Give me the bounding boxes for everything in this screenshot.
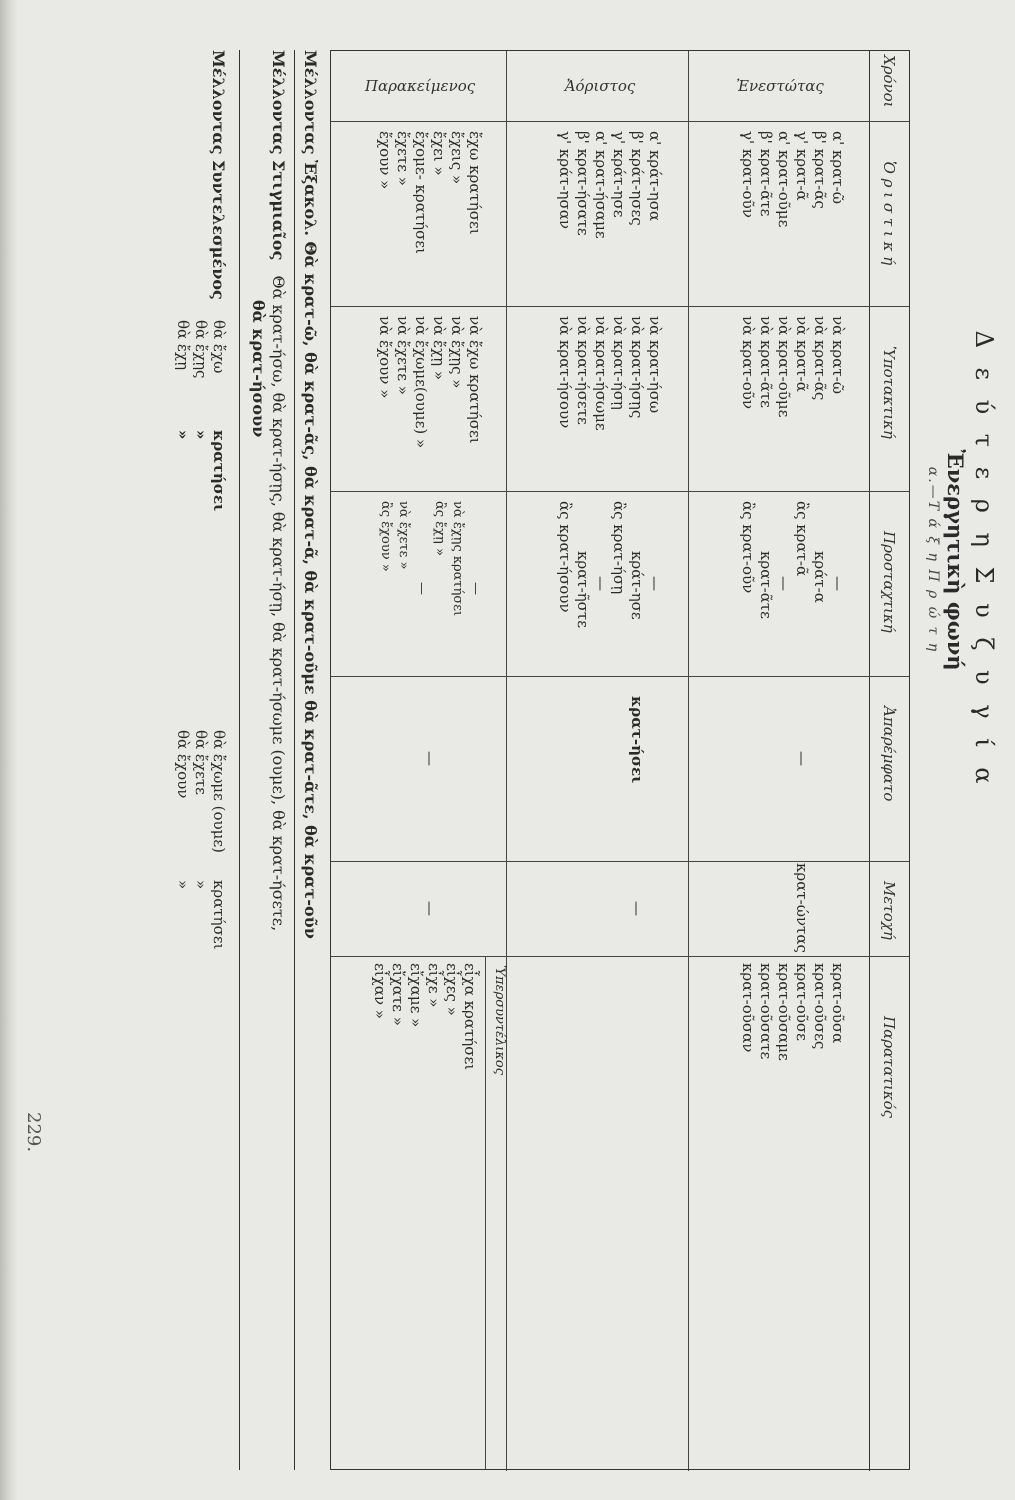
perfect-imperative: — νὰ ἔχῃς κρατήσει ἂς ἔχῃ » — νὰ ἔχετε » ἂς ἔχουν »: [378, 501, 483, 617]
divider: [331, 121, 909, 122]
pluperfect-forms: εἶχα κρατήσει εἶχες » εἶχε » εἴχαμε » εἴχατε » εἶχαν »: [371, 963, 479, 1071]
divider: [331, 956, 909, 957]
present-indicative: α' κρατ-ῶ β' κρατ-ᾶς γ' κρατ-ᾶ α' κρατ-οῦμε β' κρατ-ᾶτε γ' κρατ-οῦν: [739, 131, 847, 228]
conjugation-table: [330, 50, 910, 1470]
conjugation-title: Δ ε ύ τ ε ρ η Σ υ ζ υ γ ί α: [970, 330, 998, 790]
aorist-subjunctive: νὰ κρατ-ήσω νὰ κρατ-ήσῃς νὰ κρατ-ήσῃ νὰ κρατ-ήσωμε νὰ κρατ-ήσετε νὰ κρατ-ήσουν: [556, 316, 664, 431]
rule: [294, 50, 295, 1470]
aorist-participle: —: [628, 901, 646, 916]
future-simple-line2: θὰ κρατ-ήσουν: [249, 300, 268, 438]
divider: [331, 676, 909, 677]
future-perfect-col3: θὰ ἔχωμε (ουμε) θὰ ἔχετε θὰ ἔχουν: [174, 730, 228, 853]
divider: [331, 306, 909, 307]
rule: [239, 50, 240, 1470]
future-perfect-col2: κρατήσει » »: [174, 430, 228, 512]
col-header-tenses: Χρόνοι: [869, 51, 909, 121]
pluperfect-header: Ὑπερσυντέλικος: [485, 956, 507, 1469]
aorist-imperative: — κράτ-ησε ἂς κρατ-ήσῃ — κρατ-ῆστε ἂς κρατ-ήσουν: [556, 501, 664, 628]
col-header-imperative: Προσταχτική: [869, 491, 909, 676]
voice-title: Ἐνεργητικὴ φωνή: [943, 449, 968, 671]
perfect-infinitive: —: [421, 751, 439, 766]
col-header-indicative: Ὁ ρ ι σ τ ι κ ή: [869, 121, 909, 306]
heading: [924, 50, 1000, 1070]
future-perfect-col4: κρατήσει » »: [174, 880, 228, 950]
order-title: α.—Τ ά ξ η Π ρ ώ τ η: [925, 466, 941, 654]
perfect-subjunctive: νὰ ἔχω κρατήσει νὰ ἔχῃς » νὰ ἔχῃ » νὰ ἔχωμε(ουμε) » νὰ ἔχετε » νὰ ἔχουν »: [376, 316, 484, 449]
row-divider: [688, 51, 689, 1471]
present-imperative: — κράτ-α ἂς κρατ-ᾶ — κρατ-ᾶτε ἂς κρατ-οῦν: [739, 501, 847, 619]
present-subjunctive: νὰ κρατ-ῶ νὰ κρατ-ᾶς νὰ κρατ-ᾶ νὰ κρατ-οῦμε νὰ κρατ-ᾶτε νὰ κρατ-οῦν: [739, 316, 847, 418]
col-header-participle: Μετοχή: [869, 861, 909, 956]
imperfect-forms: κρατ-οῦσα κρατ-οῦσες κρατ-οῦσε κρατ-οῦσαμε κρατ-οῦσατε κρατ-οῦσαν: [739, 963, 847, 1061]
col-header-infinitive: Ἀπαρέμφατο: [869, 676, 909, 861]
divider: [331, 861, 909, 862]
aorist-infinitive: κρατ-ήσει: [628, 696, 646, 784]
aorist-indicative: α' κράτ-ησα β' κράτ-ησες γ' κράτ-ησε α' κρατ-ήσαμε β' κρατ-ήσατε γ' κράτ-ησαν: [556, 131, 664, 239]
perfect-indicative: ἔχω κρατήσει ἔχεις » ἔχει » ἔχομε- κρατήσει ἔχετε » ἔχουν »: [376, 131, 484, 255]
tense-label-perfect: Παρακείμενος: [364, 77, 476, 95]
page-number: 229.: [23, 1112, 44, 1153]
rotated-page-content: [120, 50, 1000, 1475]
tense-label-present: Ἐνεστώτας: [736, 77, 824, 95]
future-simple-line: [269, 50, 288, 931]
tense-label-aorist: Ἀόριστος: [564, 77, 636, 95]
future-simple-forms: Θὰ κρατ-ήσω, θὰ κρατ-ήσῃς, θὰ κρατ-ήσῃ, θὰ κρατ-ήσωμε (ουμε), θὰ κρατ-ήσετε,: [269, 275, 288, 932]
col-header-imperfect: Παρατατικός: [869, 956, 909, 1471]
future-perfect-col1: θὰ ἔχω θὰ ἔχῃς θὰ ἔχῃ: [174, 320, 228, 379]
perfect-participle: —: [421, 901, 439, 916]
future-continuous-line: Μέλλοντας Ἐξακολ. Θὰ κρατ-ῶ, θὰ κρατ-ᾶς, θὰ κρατ-ᾶ, θὰ κρατ-οῦμε θὰ κρατ-ᾶτε, θὰ κρατ-οῦν: [301, 50, 320, 939]
divider: [331, 491, 909, 492]
future-simple-label: Μέλλοντας Στιγμιαῖος: [269, 50, 288, 261]
col-header-subjunctive: Ὑποτακτική: [869, 306, 909, 491]
present-infinitive: —: [793, 751, 811, 766]
binding-shadow: [0, 0, 18, 1500]
future-perfect-label: Μέλλοντας Συντελεσμένος: [209, 50, 228, 300]
present-participle: κρατ-ώντας: [793, 863, 811, 953]
